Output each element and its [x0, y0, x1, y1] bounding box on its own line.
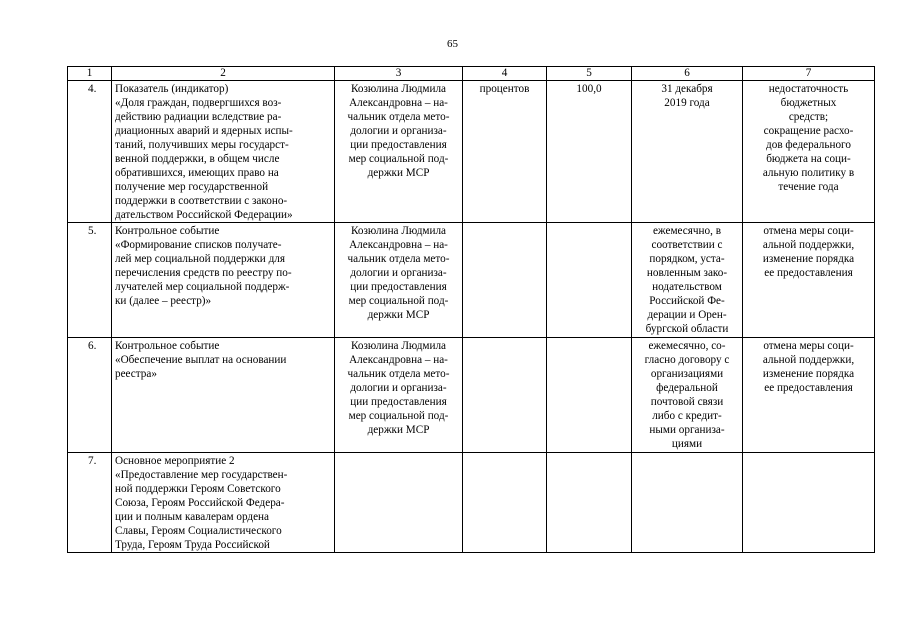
row-number: 7.: [68, 453, 112, 553]
table-row: [68, 81, 875, 223]
column-header: 4: [463, 67, 547, 81]
row-risks: отмена меры соци- альной поддержки, изменение порядка ее предоставления: [743, 338, 875, 453]
row-number: 6.: [68, 338, 112, 453]
row-deadline: ежемесячно, со- гласно договору с организациями федеральной почтовой связи либо с кредит- ными организа- циями: [632, 338, 743, 453]
column-header: 7: [743, 67, 875, 81]
row-number: 4.: [68, 81, 112, 223]
header-row: [68, 67, 875, 81]
column-header: 6: [632, 67, 743, 81]
row-number: 5.: [68, 223, 112, 338]
table-row: [68, 453, 875, 553]
row-title: Основное мероприятие 2 «Предоставление мер государствен- ной поддержки Героям Советского Союза, Героям Российской Федера- ции и полным кавалерам ордена Славы, Героям Социалистического Труда, Героям Труда Российской: [112, 453, 335, 553]
row-responsible: [335, 453, 463, 553]
row-title: Контрольное событие «Формирование списков получате- лей мер социальной поддержки для перечисления средств по реестру по- лучателей мер социальной поддерж- ки (далее – реестр)»: [112, 223, 335, 338]
row-value: [547, 453, 632, 553]
column-header: 5: [547, 67, 632, 81]
row-value: [547, 338, 632, 453]
row-value: 100,0: [547, 81, 632, 223]
row-unit: процентов: [463, 81, 547, 223]
row-deadline: 31 декабря 2019 года: [632, 81, 743, 223]
row-responsible: Козюлина Людмила Александровна – на- чальник отдела мето- дологии и организа- ции предоставления мер социальной под- держки МСР: [335, 338, 463, 453]
column-header: 1: [68, 67, 112, 81]
row-unit: [463, 453, 547, 553]
row-deadline: [632, 453, 743, 553]
table-row: [68, 223, 875, 338]
row-title: Контрольное событие «Обеспечение выплат на основании реестра»: [112, 338, 335, 453]
column-header: 3: [335, 67, 463, 81]
row-responsible: Козюлина Людмила Александровна – на- чальник отдела мето- дологии и организа- ции предоставления мер социальной под- держки МСР: [335, 223, 463, 338]
row-title: Показатель (индикатор) «Доля граждан, подвергшихся воз- действию радиации вследствие ра- диационных аварий и ядерных испы- таний, получивших меры государст- венной поддержки, в общем числе обратившихся, имеющих право на получение мер государственной поддержки в соответствии с законо- дательством Российской Федерации»: [112, 81, 335, 223]
row-risks: отмена меры соци- альной поддержки, изменение порядка ее предоставления: [743, 223, 875, 338]
row-risks: недостаточность бюджетных средств; сокращение расхо- дов федерального бюджета на соци- альную политику в течение года: [743, 81, 875, 223]
row-responsible: Козюлина Людмила Александровна – на- чальник отдела мето- дологии и организа- ции предоставления мер социальной под- держки МСР: [335, 81, 463, 223]
page-number: 65: [447, 38, 458, 50]
row-risks: [743, 453, 875, 553]
plan-table: [67, 66, 875, 553]
column-header: 2: [112, 67, 335, 81]
row-unit: [463, 338, 547, 453]
row-unit: [463, 223, 547, 338]
row-value: [547, 223, 632, 338]
row-deadline: ежемесячно, в соответствии с порядком, уста- новленным зако- нодательством Российской Фе- дерации и Орен- бургской области: [632, 223, 743, 338]
table-row: [68, 338, 875, 453]
